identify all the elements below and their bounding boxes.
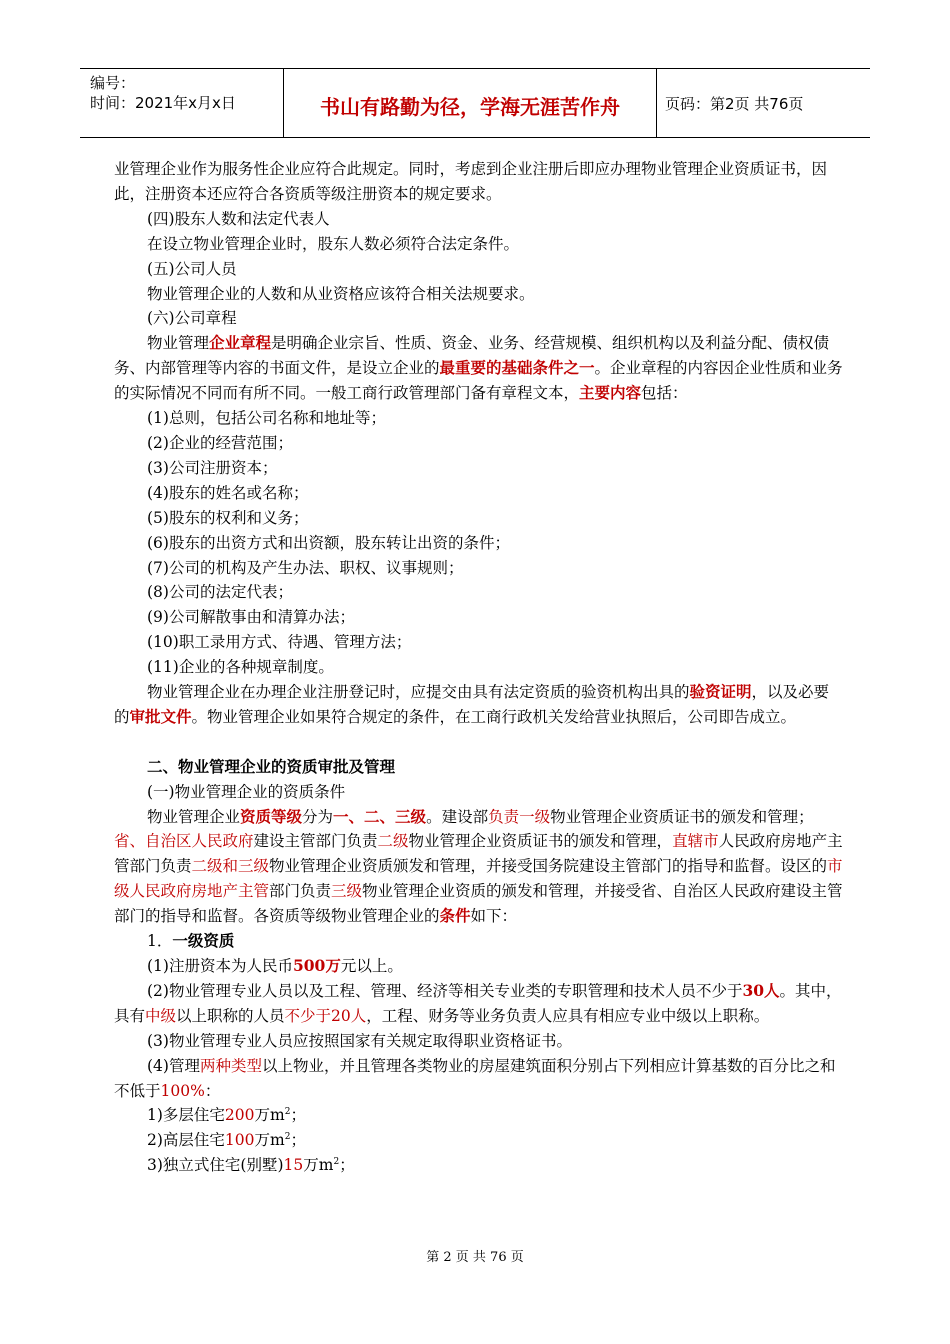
text-run: ； [339, 1156, 355, 1175]
list-item: (10)职工录用方式、待遇、管理方法； [147, 633, 412, 652]
red-text: 市级人民政府房地产主管 [114, 857, 843, 901]
area-basis-item [114, 1128, 844, 1153]
header-page-number: 页码：第2页 共76页 [665, 95, 804, 113]
text-run: 以上物业，并且管理各类物业的房屋建筑面积分别占下列相应计算基数的百分比之和不低于 [114, 1056, 836, 1100]
text-run: 部门负责 [269, 882, 332, 901]
text-run: 万m [254, 1106, 285, 1125]
highlight-text: 一、二、三级 [333, 806, 427, 826]
subheading: (四)股东人数和法定代表人 [147, 209, 330, 228]
header-motto-cell [284, 69, 657, 137]
paragraph-articles [114, 331, 844, 406]
text-run: 元以上。 [340, 956, 403, 975]
list-item: (9)公司解散事由和清算办法； [147, 608, 355, 627]
text-run: 1)多层住宅 [147, 1106, 225, 1125]
red-text: 直辖市 [672, 832, 719, 851]
header-motto: 书山有路勤为径，学海无涯苦作舟 [320, 95, 620, 119]
level-title: 一级资质 [172, 932, 235, 951]
subheading: (六)公司章程 [147, 309, 237, 328]
text-run: 物业管理企业资质的颁发和管理，并接受省、自治区人民政府建设主管部门的指导和监督。各资质等级物业管理企业的 [114, 882, 843, 926]
text-run: 万m [254, 1131, 285, 1150]
level-number: 1． [147, 932, 173, 951]
text-run: 物业管理企业资质证书的颁发和管理， [408, 832, 673, 851]
superscript: 2 [284, 1132, 291, 1143]
highlight-text: 30人 [742, 980, 780, 1000]
red-text: 中级 [145, 1006, 177, 1025]
text-run: 万m [303, 1156, 334, 1175]
text-run: 是明确企业宗旨、性质、资金、业务、经营规模、组织机构以及利益分配、债权债务、内部管理等内容的书面文件，是设立企业的 [114, 334, 830, 378]
requirement-item [114, 1054, 844, 1104]
text-run: (1)注册资本为人民币 [147, 956, 293, 975]
text-run: 物业管理企业在办理企业注册登记时，应提交由具有法定资质的验资机构出具的 [147, 683, 690, 702]
header-page-cell [657, 69, 870, 137]
section-heading: 二、物业管理企业的资质审批及管理 [147, 757, 396, 776]
text-run: 包括： [641, 384, 688, 403]
text-run: ； [290, 1131, 306, 1150]
text-run: ； [290, 1106, 306, 1125]
area-basis-item [114, 1153, 844, 1178]
red-text: 两种类型 [199, 1056, 262, 1075]
highlight-text: 企业章程 [209, 333, 272, 353]
red-text: 100% [160, 1081, 205, 1100]
list-item: (6)股东的出资方式和出资额，股东转让出资的条件； [147, 533, 510, 552]
highlight-text: 最重要的基础条件之一 [439, 358, 595, 378]
text-run: 物业管理企业 [147, 807, 241, 826]
red-text: 二级 [377, 832, 409, 851]
red-text: 三级 [331, 882, 363, 901]
text-run: ，工程、财务等业务负责人应具有相应专业中级以上职称。 [366, 1006, 770, 1025]
superscript: 2 [284, 1107, 291, 1118]
requirement-item: (3)物业管理专业人员应按照国家有关规定取得职业资格证书。 [147, 1031, 572, 1050]
level-heading [114, 929, 844, 954]
text-run: ，以及必要的 [114, 683, 830, 726]
spacer [114, 730, 844, 755]
document-number-label: 编号： [90, 74, 136, 92]
highlight-text: 500万 [292, 955, 341, 975]
highlight-text: 资质等级 [240, 806, 303, 826]
red-text: 负责一级 [488, 807, 551, 826]
highlight-text: 主要内容 [579, 383, 642, 403]
page-header [80, 68, 870, 138]
list-item: (3)公司注册资本； [147, 458, 278, 477]
paragraph-registration [114, 680, 844, 730]
highlight-text: 验资证明 [689, 682, 752, 702]
paragraph: 物业管理企业的人数和从业资格应该符合相关法规要求。 [147, 284, 535, 303]
text-run: 分为 [302, 807, 334, 826]
list-item: (2)企业的经营范围； [147, 433, 293, 452]
text-run: 3)独立式住宅(别墅) [147, 1156, 284, 1175]
list-item: (8)公司的法定代表； [147, 583, 293, 602]
text-run: ： [204, 1081, 221, 1100]
text-run: 。建设部 [426, 807, 489, 826]
text-run: 建设主管部门负责 [253, 832, 378, 851]
paragraph-qualification-levels [114, 805, 844, 930]
highlight-text: 条件 [439, 906, 471, 926]
text-run: 物业管理企业资质证书的颁发和管理； [550, 807, 814, 826]
area-basis-item [114, 1103, 844, 1128]
subheading: (五)公司人员 [147, 259, 237, 278]
list-item: (1)总则，包括公司名称和地址等； [147, 409, 386, 428]
list-item: (11)企业的各种规章制度。 [147, 658, 334, 677]
requirement-item [114, 979, 844, 1029]
subheading: (一)物业管理企业的资质条件 [147, 782, 346, 801]
text-run: 。物业管理企业如果符合规定的条件，在工商行政机关发给营业执照后，公司即告成立。 [191, 707, 797, 726]
document-body [114, 157, 844, 1178]
red-text: 200 [224, 1106, 255, 1125]
list-item: (5)股东的权利和义务； [147, 508, 309, 527]
paragraph: 在设立物业管理企业时，股东人数必须符合法定条件。 [147, 234, 520, 253]
text-run: 如下： [470, 907, 518, 926]
list-item: (4)股东的姓名或名称； [147, 483, 309, 502]
document-time-label: 时间：2021年x月x日 [90, 94, 236, 112]
superscript: 2 [333, 1157, 340, 1168]
text-run: 以上职称的人员 [176, 1006, 285, 1025]
red-text: 二级和三级 [191, 857, 270, 876]
text-run: (2)物业管理专业人员以及工程、管理、经济等相关专业类的专职管理和技术人员不少于 [147, 981, 743, 1000]
text-run: 。其中，具有 [114, 981, 842, 1025]
text-run: 人民政府房地产主管部门负责 [114, 832, 843, 876]
text-run: (4)管理 [147, 1056, 200, 1075]
list-item: (7)公司的机构及产生办法、职权、议事规则； [147, 558, 464, 577]
header-meta-cell [80, 69, 284, 137]
text-run: 2)高层住宅 [147, 1131, 225, 1150]
red-text: 不少于20人 [284, 1006, 367, 1025]
text-run: 物业管理 [147, 334, 210, 353]
red-text: 100 [224, 1131, 255, 1150]
page-footer: 第 2 页 共 76 页 [426, 1250, 524, 1265]
paragraph: 业管理企业作为服务性企业应符合此规定。同时，考虑到企业注册后即应办理物业管理企业资质证书，因此，注册资本还应符合各资质等级注册资本的规定要求。 [114, 160, 828, 203]
red-text: 省、自治区人民政府 [114, 832, 254, 851]
text-run: 物业管理企业资质颁发和管理，并接受国务院建设主管部门的指导和监督。设区的 [269, 857, 828, 876]
red-text: 15 [283, 1156, 304, 1175]
requirement-item [114, 954, 844, 979]
highlight-text: 审批文件 [129, 706, 192, 726]
text-run: 。企业章程的内容因企业性质和业务的实际情况不同而有所不同。一般工商行政管理部门备有章程文本， [114, 359, 843, 403]
